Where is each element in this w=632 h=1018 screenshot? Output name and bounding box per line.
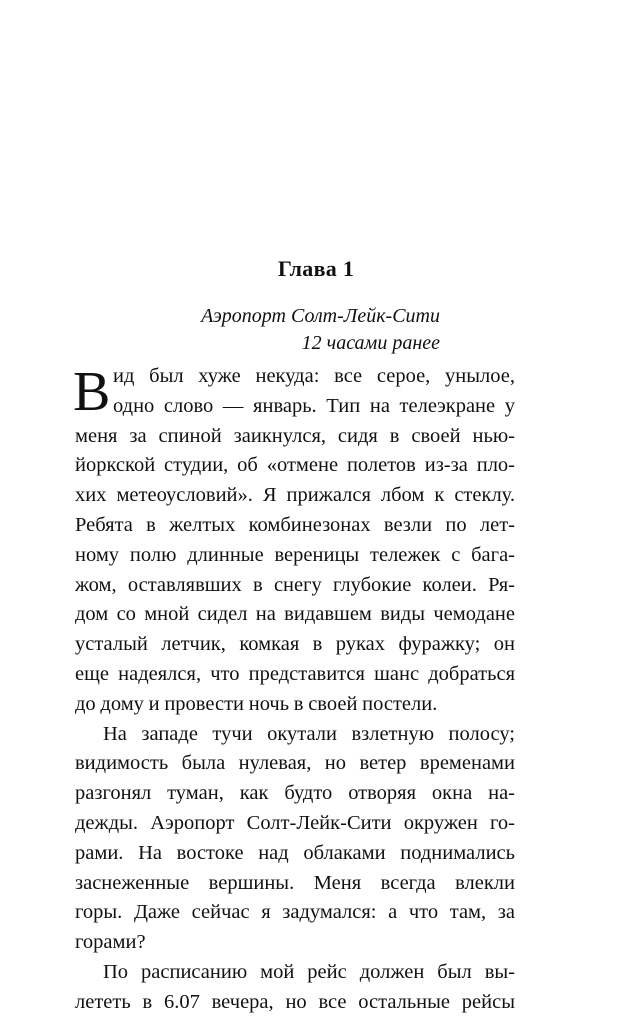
text-line: дом со мной сидел на видавшем виды чемодане xyxy=(75,603,515,626)
text-line: На западе тучи окутали взлетную полосу; xyxy=(103,722,515,745)
text-line: горами? xyxy=(75,931,146,954)
chapter-title: Глава 1 xyxy=(277,256,355,281)
subtitle-time: 12 часами ранее xyxy=(301,332,440,354)
text-line: еще надеялся, что представится шанс добраться xyxy=(75,662,515,685)
text-line: жом, оставлявших в снегу глубокие колеи. Ря- xyxy=(75,573,515,596)
text-line: видимость была нулевая, но ветер временами xyxy=(75,752,515,775)
text-line: ному полю длинные вереницы тележек с бага- xyxy=(75,543,515,566)
text-line: Ребята в желтых комбинезонах везли по лет- xyxy=(75,513,515,536)
text-line: хих метеоусловий». Я прижался лбом к стеклу. xyxy=(75,484,515,507)
text-line: горы. Даже сейчас я задумался: а что там, за xyxy=(75,901,515,924)
text-line: меня за спиной заикнулся, сидя в своей нью- xyxy=(75,424,515,447)
text-line: разгонял туман, как будто отворяя окна на- xyxy=(75,782,515,805)
text-line: рами. На востоке над облаками поднимались xyxy=(75,841,515,864)
text-line: лететь в 6.07 вечера, но все остальные рейсы xyxy=(75,990,515,1013)
body-text xyxy=(75,362,515,1018)
text-line: По расписанию мой рейс должен был вы- xyxy=(103,960,515,983)
drop-cap: В xyxy=(73,361,111,423)
text-line: йоркской студии, об «отмене полетов из-за пло- xyxy=(75,454,515,477)
text-line: одно слово — январь. Тип на телеэкране у xyxy=(113,394,515,417)
text-line: дежды. Аэропорт Солт-Лейк-Сити окружен го- xyxy=(75,811,515,834)
text-line: заснеженные вершины. Меня всегда влекли xyxy=(75,871,515,894)
text-line: ид был хуже некуда: все серое, унылое, xyxy=(113,365,515,387)
text-line: усталый летчик, комкая в руках фуражку; он xyxy=(75,633,515,656)
text-line: до дому и провести ночь в своей постели. xyxy=(75,692,438,715)
chapter-subtitle xyxy=(150,303,440,357)
subtitle-location: Аэропорт Солт-Лейк-Сити xyxy=(201,305,440,327)
